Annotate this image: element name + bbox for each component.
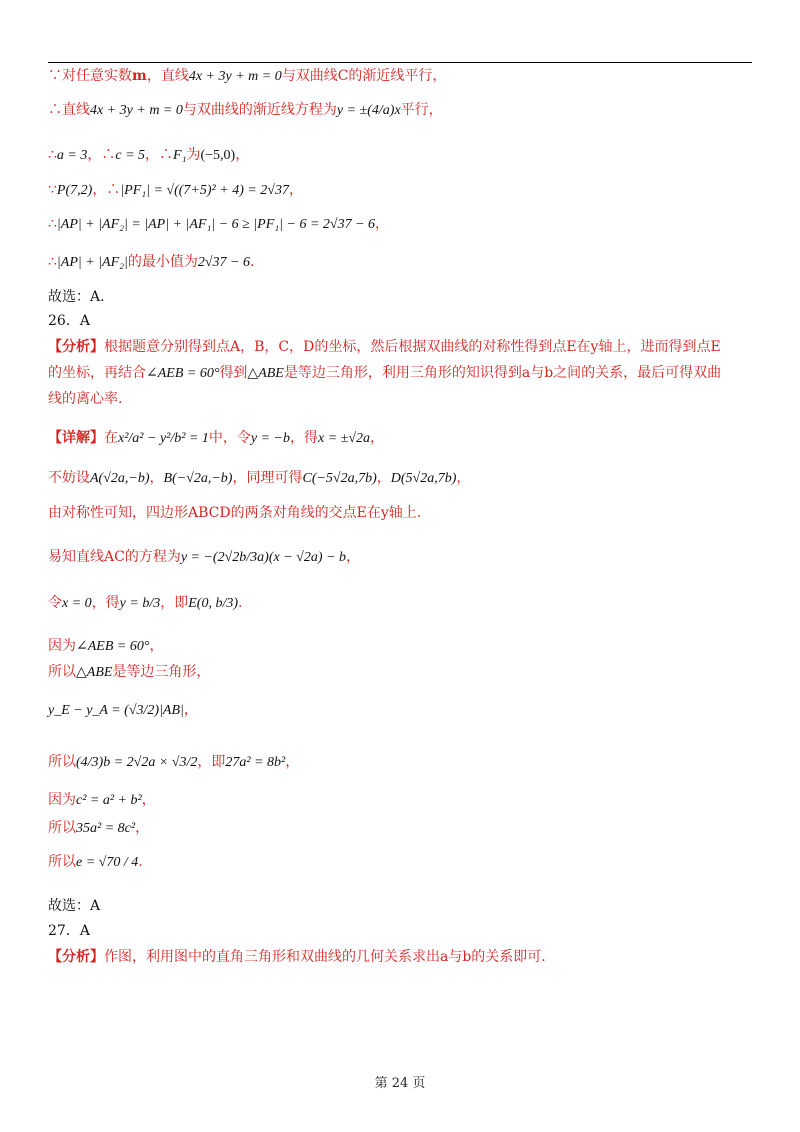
text-l2-2: 与双曲线的渐近线方程为	[182, 102, 337, 118]
text-l6-2: 的最小值为	[127, 254, 198, 270]
text-l16-2: ，得	[91, 595, 120, 611]
formula-l3-1: a = 3	[56, 148, 88, 163]
formula-l17-1: ∠AEB = 60°	[76, 639, 150, 654]
formula-l20-1: (4/3)b = 2√2a × √3/2	[76, 755, 198, 770]
text-l13-4: ，同理可得	[232, 470, 303, 486]
formula-l10-1: ∠AEB = 60°	[146, 366, 220, 381]
text-l21-0: 因为	[48, 792, 76, 808]
text-l4-0: ∵	[48, 182, 57, 198]
text-line-l10	[48, 363, 721, 384]
formula-l6-1: |AP| + |AF₂|	[56, 255, 128, 270]
text-l9-0: 【分析】	[48, 339, 104, 355]
text-l5-2: ，	[375, 216, 390, 232]
formula-l13-3: B(−√2a,−b)	[163, 471, 233, 486]
text-l8-0: 26．A	[48, 313, 90, 329]
text-l7-0: 故选：A.	[48, 289, 105, 305]
formula-l5-1: |AP| + |AF₂| = |AP| + |AF₁| − 6 ≥ |PF₁| − 6 = 2√37 − 6	[56, 217, 376, 232]
text-l1-1: m	[132, 68, 147, 84]
formula-l15-1: y = −(2√2b/3a)(x − √2a) − b	[180, 550, 346, 565]
formula-l12-4: y = −b	[250, 431, 290, 446]
text-line-l5	[48, 214, 389, 235]
text-l12-7: ，	[370, 430, 385, 446]
text-l26-0: 【分析】	[48, 949, 104, 965]
text-l4-2: ，∴	[92, 182, 121, 198]
formula-l20-3: 27a² = 8b²	[225, 755, 286, 770]
formula-l16-3: y = b/3	[119, 596, 161, 611]
text-l20-2: ，即	[197, 754, 226, 770]
text-l3-4: ，∴	[145, 147, 174, 163]
formula-l22-1: 35a² = 8c²	[76, 821, 136, 836]
formula-l19-0: y_E − y_A = (√3/2)|AB|	[48, 703, 184, 718]
text-l1-0: ∵对任意实数	[48, 68, 132, 84]
text-l3-6: 为	[186, 147, 201, 163]
text-l1-4: 与双曲线C的渐近线平行，	[281, 68, 447, 84]
text-l10-4: 是等边三角形，利用三角形的知识得到a与b之间的关系，最后可得双曲	[283, 365, 722, 381]
text-l17-0: 因为	[48, 638, 76, 654]
text-l12-3: 中，令	[208, 430, 251, 446]
text-l16-0: 令	[48, 595, 62, 611]
formula-l21-1: c² = a² + b²	[76, 793, 142, 808]
text-l13-2: ，	[149, 470, 164, 486]
formula-l2-3: y = ±(4/a)x	[336, 103, 401, 118]
text-l13-8: ，	[456, 470, 471, 486]
formula-l16-1: x = 0	[62, 596, 92, 611]
formula-l10-3: △ABE	[247, 366, 284, 381]
text-l24-0: 故选：A	[48, 898, 101, 914]
text-l20-4: ，	[285, 754, 300, 770]
text-line-l1	[48, 66, 446, 87]
text-l16-4: ，即	[160, 595, 189, 611]
text-l22-2: ，	[135, 820, 150, 836]
text-line-l3	[48, 145, 249, 166]
text-line-l13	[48, 468, 470, 489]
text-l22-0: 所以	[48, 820, 76, 836]
text-line-l24	[48, 896, 100, 916]
formula-l13-7: D(5√2a,7b)	[390, 471, 457, 486]
text-l3-2: ，∴	[87, 147, 116, 163]
text-line-l7	[48, 287, 105, 307]
text-l6-4: .	[249, 254, 255, 270]
formula-l16-5: E(0, b/3)	[188, 596, 238, 611]
text-l14-0: 由对称性可知，四边形ABCD的两条对角线的交点E在y轴上.	[48, 505, 422, 521]
text-line-l25	[48, 921, 90, 941]
text-line-l17	[48, 636, 163, 657]
text-l5-0: ∴	[48, 216, 57, 232]
text-l23-0: 所以	[48, 854, 76, 870]
text-l10-0: 的坐标，再结合	[48, 365, 146, 381]
text-l2-0: ∴直线	[48, 102, 90, 118]
text-l12-5: ，得	[290, 430, 318, 446]
text-line-l9	[48, 337, 721, 357]
formula-l12-2: x²/a² − y²/b² = 1	[118, 431, 209, 446]
text-line-l15	[48, 547, 360, 568]
text-l25-0: 27．A	[48, 923, 90, 939]
text-l10-2: 得到	[219, 365, 248, 381]
text-l2-4: 平行，	[400, 102, 443, 118]
text-l17-2: ，	[149, 638, 164, 654]
text-l4-4: ，	[288, 182, 303, 198]
text-line-l12	[48, 428, 384, 449]
text-line-l4	[48, 180, 303, 201]
text-l11-0: 线的离心率.	[48, 391, 123, 407]
text-l23-2: .	[138, 854, 143, 870]
text-l20-0: 所以	[48, 754, 76, 770]
formula-l3-3: c = 5	[115, 148, 146, 163]
formula-l3-5: F₁	[173, 148, 187, 163]
text-line-l23	[48, 852, 143, 873]
text-line-l11	[48, 389, 122, 409]
text-l13-6: ，	[376, 470, 391, 486]
text-line-l20	[48, 752, 299, 773]
text-l3-0: ∴	[48, 147, 57, 163]
text-line-l26	[48, 947, 546, 967]
text-l6-0: ∴	[48, 254, 57, 270]
header-rule	[48, 62, 752, 63]
text-line-l22	[48, 818, 149, 839]
formula-l12-6: x = ±√2a	[318, 431, 371, 446]
text-l15-0: 易知直线AC的方程为	[48, 549, 181, 565]
formula-l23-1: e = √70 / 4	[76, 855, 139, 870]
formula-l3-7: (−5,0)	[200, 148, 236, 163]
text-l26-1: 作图，利用图中的直角三角形和双曲线的几何关系求出a与b的关系即可.	[104, 949, 546, 965]
text-line-l18	[48, 662, 210, 683]
text-l12-0: 【详解】	[48, 430, 104, 446]
text-l12-1: 在	[104, 430, 118, 446]
page-number: 第 24 页	[374, 1076, 426, 1091]
formula-l13-5: C(−5√2a,7b)	[302, 471, 377, 486]
text-l16-6: .	[238, 595, 243, 611]
text-line-l8	[48, 311, 90, 331]
text-l18-0: 所以	[48, 664, 76, 680]
text-l15-2: ，	[345, 549, 360, 565]
text-line-l2	[48, 100, 443, 121]
formula-l18-1: △ABE	[76, 665, 113, 680]
text-line-l21	[48, 790, 156, 811]
formula-l4-1: P(7,2)	[56, 183, 93, 198]
text-line-l14	[48, 503, 421, 523]
text-l3-8: ，	[235, 147, 250, 163]
text-line-l6	[48, 252, 254, 273]
text-l19-1: ，	[183, 702, 198, 718]
formula-l2-1: 4x + 3y + m = 0	[90, 103, 183, 118]
text-l9-1: 根据题意分别得到点A，B，C，D的坐标，然后根据双曲线的对称性得到点E在y轴上，进而得到点E	[104, 339, 721, 355]
formula-l1-3: 4x + 3y + m = 0	[188, 69, 282, 84]
text-l1-2: ，直线	[146, 68, 189, 84]
text-l13-0: 不妨设	[48, 470, 90, 486]
formula-l6-3: 2√37 − 6	[197, 255, 250, 270]
text-line-l19	[48, 700, 198, 721]
text-l18-2: 是等边三角形，	[112, 664, 211, 680]
text-line-l16	[48, 593, 242, 614]
formula-l13-1: A(√2a,−b)	[90, 471, 150, 486]
formula-l4-3: |PF₁| = √((7+5)² + 4) = 2√37	[120, 183, 289, 198]
text-l21-2: ，	[141, 792, 156, 808]
